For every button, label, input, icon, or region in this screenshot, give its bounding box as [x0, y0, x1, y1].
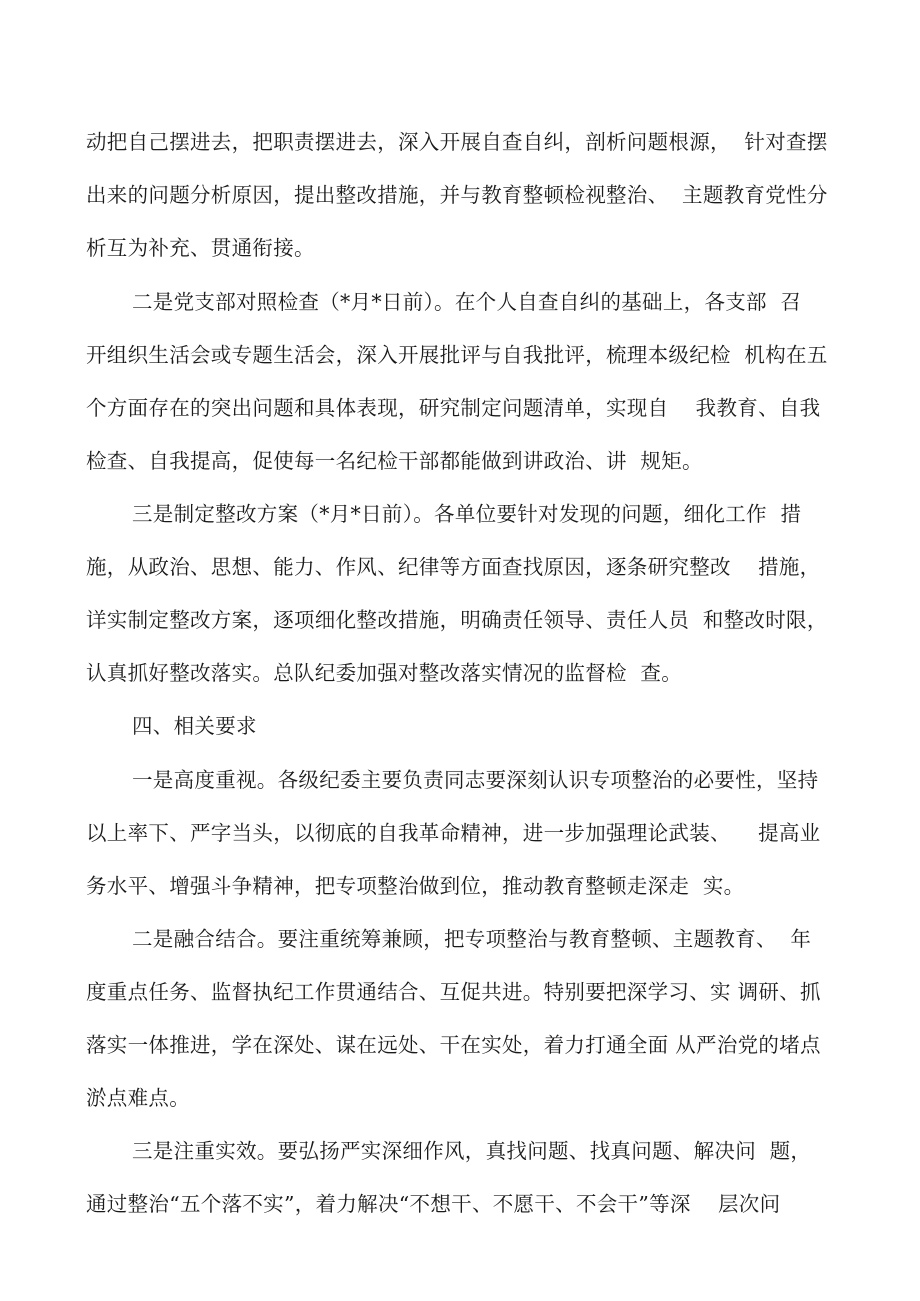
text-line: 出来的问题分析原因，提出整改措施，并与教育整顿检视整治、 主题教育党性分	[86, 183, 828, 207]
text-line: 三是注重实效。要弘扬严实深细作风，真找问题、找真问题、解决问 题，	[132, 1139, 812, 1163]
text-line: 动把自己摆进去，把职责摆进去，深入开展自查自纠，剖析问题根源， 针对查摆	[86, 130, 828, 154]
text-line: 检查、自我提高，促使每一名纪检干部都能做到讲政治、讲 规矩。	[86, 449, 703, 473]
text-line: 二是党支部对照检查（*月*日前）。在个人自查自纠的基础上，各支部 召	[132, 290, 802, 314]
text-line: 淤点难点。	[86, 1086, 190, 1110]
section-heading: 四、相关要求	[132, 714, 257, 738]
text-line: 析互为补充、贯通衔接。	[86, 236, 315, 260]
text-line: 开组织生活会或专题生活会，深入开展批评与自我批评，梳理本级纪检 机构在五	[86, 343, 828, 367]
text-line: 二是融合结合。要注重统筹兼顾，把专项整治与教育整顿、主题教育、 年	[132, 927, 812, 951]
text-line: 三是制定整改方案（*月*日前）。各单位要针对发现的问题，细化工作 措	[132, 502, 802, 526]
text-line: 一是高度重视。各级纪委主要负责同志要深刻认识专项整治的必要性，坚持	[132, 768, 819, 792]
text-line: 个方面存在的突出问题和具体表现，研究制定问题清单，实现自 我教育、自我	[86, 396, 821, 420]
text-line: 施，从政治、思想、能力、作风、纪律等方面查找原因，逐条研究整改 措施，	[86, 555, 821, 579]
text-line: 以上率下、严字当头，以彻底的自我革命精神，进一步加强理论武装、 提高业	[86, 821, 821, 845]
text-line: 认真抓好整改落实。总队纪委加强对整改落实情况的监督检 查。	[86, 661, 683, 685]
text-line: 务水平、增强斗争精神，把专项整治做到位，推动教育整顿走深走 实。	[86, 874, 745, 898]
text-line: 度重点任务、监督执纪工作贯通结合、互促共进。特别要把深学习、实 调研、抓	[86, 980, 821, 1004]
text-line: 落实一体推进，学在深处、谋在远处、干在实处，着力打通全面 从严治党的堵点	[86, 1033, 821, 1057]
text-line: 通过整治“五个落不实”，着力解决“不想干、不愿干、不会干”等深 层次问	[86, 1192, 781, 1216]
text-line: 详实制定整改方案，逐项细化整改措施，明确责任领导、责任人员 和整改时限，	[86, 608, 828, 632]
